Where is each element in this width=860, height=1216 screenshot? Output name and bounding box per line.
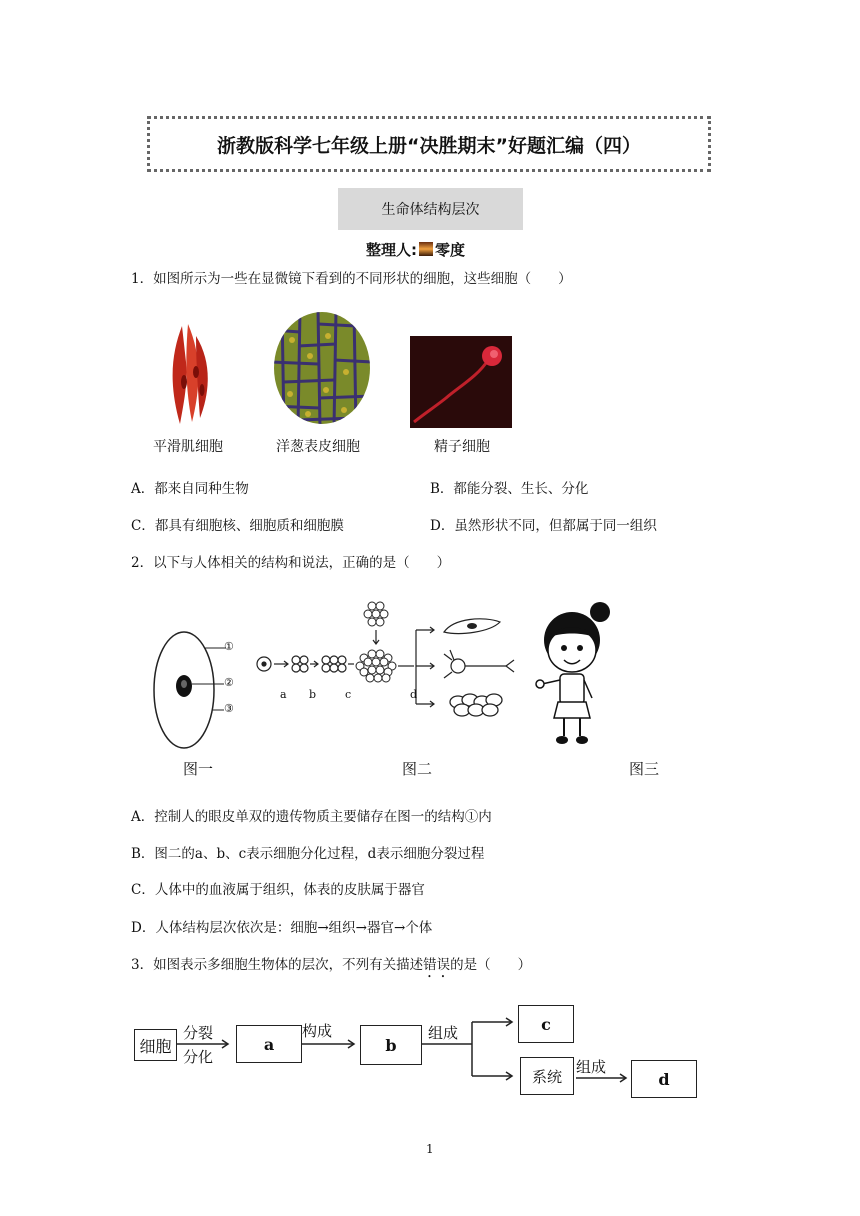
figure-1-caption: 图一: [183, 760, 214, 778]
figure-2-label-c: c: [345, 688, 352, 701]
figure-1-label-2: ②: [224, 676, 234, 689]
question-1-option-d: D．虽然形状不同，但都属于同一组织: [430, 518, 657, 534]
image-caption-sperm: 精子细胞: [434, 439, 490, 455]
onion-epidermal-cell-image: [272, 310, 372, 428]
diagram-arrow3-label: 组成: [428, 1024, 459, 1042]
compiler-line: [366, 238, 496, 260]
figure-2-label-a: a: [280, 688, 287, 701]
diagram-box-system: 系统: [520, 1057, 574, 1095]
diagram-start-box: 细胞: [134, 1029, 177, 1061]
figure-2-label-b: b: [309, 688, 317, 701]
question-3-stem: [131, 955, 531, 981]
diagram-arrow1-top-label: 分裂: [183, 1024, 214, 1042]
figure-2-caption: 图二: [402, 760, 433, 778]
question-1-option-c: C．都具有细胞核、细胞质和细胞膜: [131, 518, 344, 534]
question-2-option-a: A．控制人的眼皮单双的遗传物质主要储存在图一的结构①内: [131, 809, 492, 825]
image-caption-onion: 洋葱表皮细胞: [276, 439, 360, 455]
diagram-box-c: c: [518, 1005, 574, 1043]
question-2-option-d: D．人体结构层次依次是：细胞→组织→器官→个体: [131, 920, 433, 936]
compiler-name: 零度: [435, 240, 466, 259]
question-1-stem: 1．如图所示为一些在显微镜下看到的不同形状的细胞，这些细胞（ ）: [131, 271, 572, 287]
question-1-option-b: B．都能分裂、生长、分化: [430, 481, 589, 497]
question-1-option-a: A．都来自同种生物: [131, 481, 249, 497]
figure-2-cell-development: [254, 598, 518, 748]
diagram-box-a: a: [236, 1025, 302, 1063]
figure-3-girl-illustration: [534, 598, 614, 746]
section-subtitle: 生命体结构层次: [338, 188, 523, 230]
question-3-stem-before: 3．如图表示多细胞生物体的层次，不列有关描述: [131, 957, 424, 973]
diagram-box-b: b: [360, 1025, 422, 1065]
question-2-option-b: B．图二的a、b、c表示细胞分化过程，d表示细胞分裂过程: [131, 846, 485, 862]
page-number: 1: [426, 1142, 434, 1156]
figure-2-label-d: d: [410, 688, 418, 701]
page-title: 浙教版科学七年级上册“决胜期末”好题汇编（四）: [147, 116, 711, 172]
sperm-cell-image: [410, 336, 512, 428]
image-caption-smooth-muscle: 平滑肌细胞: [153, 439, 223, 455]
diagram-arrow2-label: 构成: [302, 1022, 333, 1040]
compiler-label: 整理人:: [366, 240, 417, 259]
diagram-arrow1-bottom-label: 分化: [183, 1048, 214, 1066]
question-3-stem-after: 的是（ ）: [450, 957, 532, 973]
figure-1-label-3: ③: [224, 702, 234, 715]
figure-3-caption: 图三: [629, 760, 660, 778]
question-3-stem-emphasis: 错误: [423, 957, 451, 973]
diagram-box-d: d: [631, 1060, 697, 1098]
figure-1-label-1: ①: [224, 640, 234, 653]
question-2-option-c: C．人体中的血液属于组织，体表的皮肤属于器官: [131, 882, 425, 898]
sunset-icon: [419, 242, 433, 256]
smooth-muscle-cell-image: [160, 322, 220, 428]
diagram-arrow4-label: 组成: [576, 1058, 607, 1076]
question-2-stem: 2．以下与人体相关的结构和说法，正确的是（ ）: [131, 555, 451, 571]
